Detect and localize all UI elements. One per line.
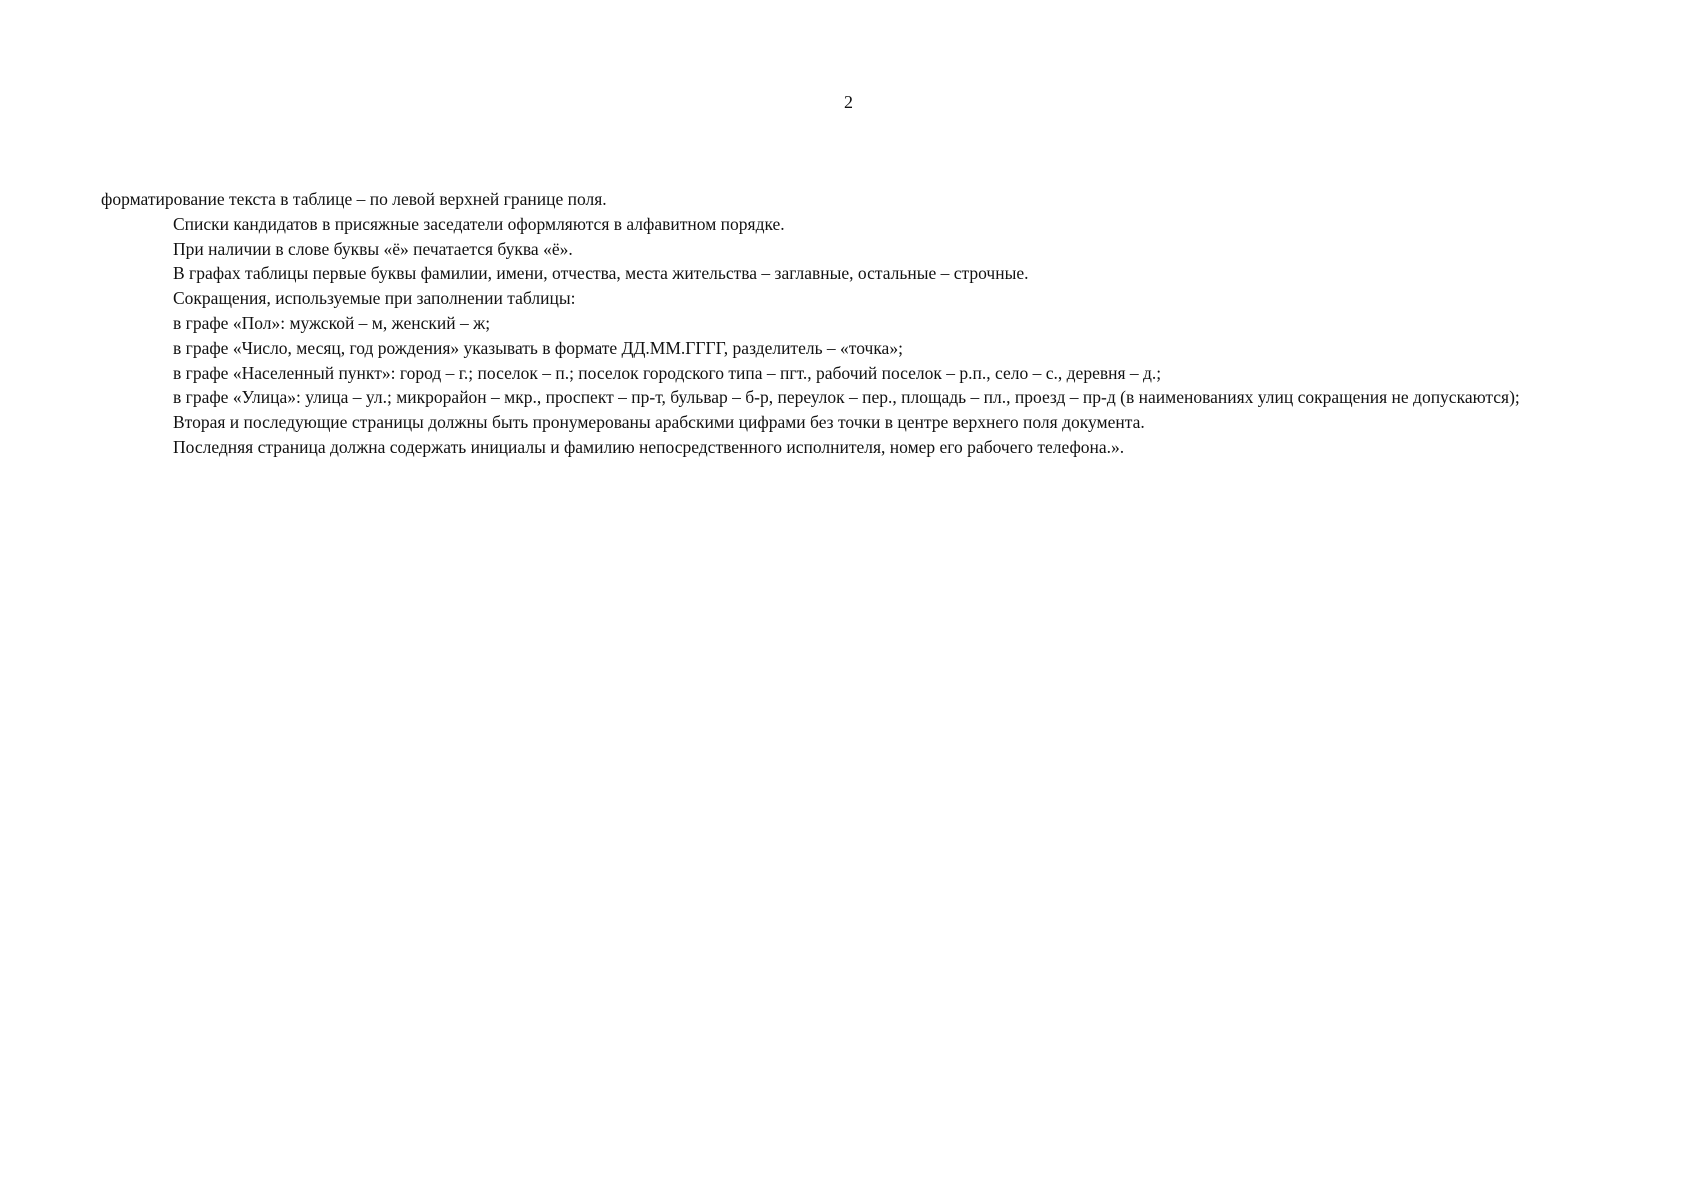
paragraph-street-column: в графе «Улица»: улица – ул.; микрорайон – мкр., проспект – пр-т, бульвар – б-р, переулок – пер., площадь – пл., проезд – пр-д (в наименованиях улиц сокращения не допускаются); bbox=[173, 387, 1520, 408]
paragraph-abbreviations-intro: Сокращения, используемые при заполнении таблицы: bbox=[173, 288, 576, 309]
paragraph-letter-yo: При наличии в слове буквы «ё» печатается буква «ё». bbox=[173, 238, 573, 259]
paragraph-page-numbering: Вторая и последующие страницы должны быть пронумерованы арабскими цифрами без точки в центре верхнего поля документа. bbox=[173, 412, 1145, 433]
paragraph-sex-column: в графе «Пол»: мужской – м, женский – ж; bbox=[173, 312, 491, 333]
paragraph-continuation: форматирование текста в таблице – по левой верхней границе поля. bbox=[101, 189, 607, 209]
document-body bbox=[101, 187, 1601, 460]
paragraph-alphabetical-order: Списки кандидатов в присяжные заседатели оформляются в алфавитном порядке. bbox=[173, 213, 785, 234]
paragraph-locality-column: в графе «Населенный пункт»: город – г.; поселок – п.; поселок городского типа – пгт., рабочий поселок – р.п., село – с., деревня – д.; bbox=[173, 362, 1162, 383]
paragraph-last-page: Последняя страница должна содержать инициалы и фамилию непосредственного исполнителя, номер его рабочего телефона.». bbox=[173, 436, 1125, 457]
paragraph-capitalization: В графах таблицы первые буквы фамилии, имени, отчества, места жительства – заглавные, остальные – строчные. bbox=[173, 263, 1029, 284]
paragraph-birthdate-column: в графе «Число, месяц, год рождения» указывать в формате ДД.ММ.ГГГГ, разделитель – «точка»; bbox=[173, 337, 903, 358]
page-number: 2 bbox=[844, 92, 853, 112]
